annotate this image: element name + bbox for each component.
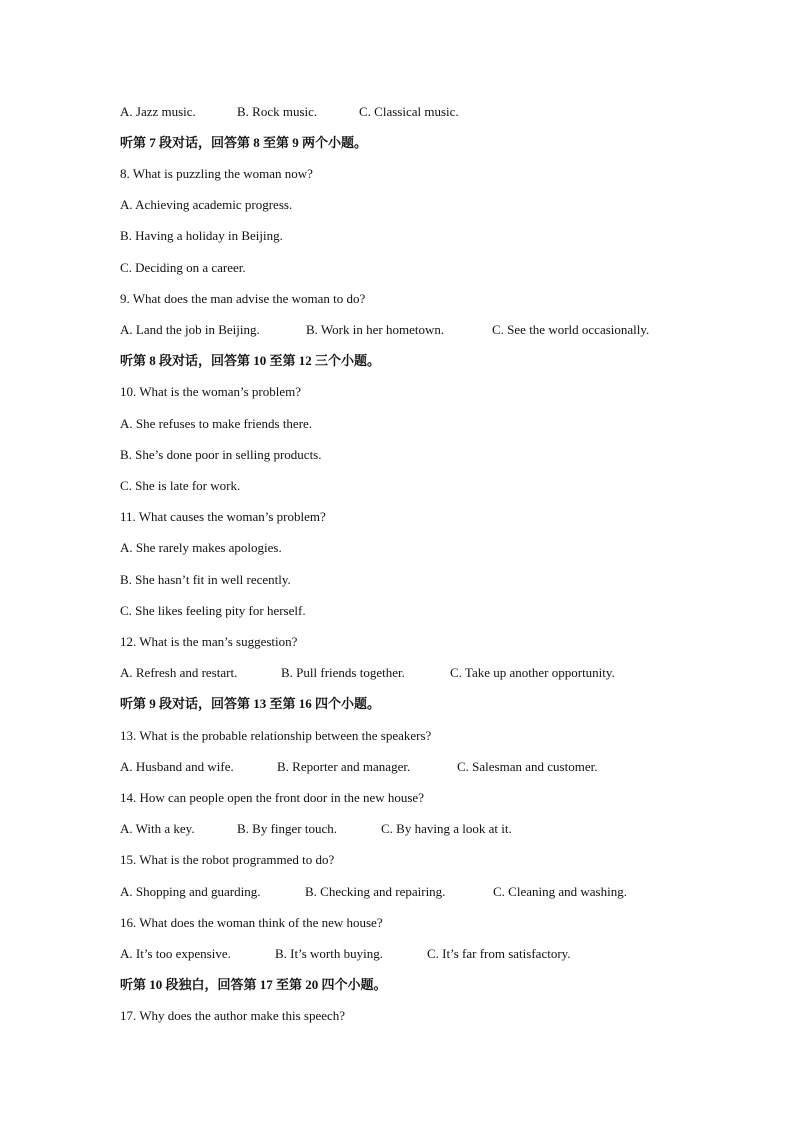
question-text: 14. How can people open the front door in the new house? — [120, 790, 424, 805]
question-text: 15. What is the robot programmed to do? — [120, 852, 335, 867]
option-text: C. She is late for work. — [120, 478, 241, 493]
option-text: C. Deciding on a career. — [120, 260, 246, 275]
option-a: A. Land the job in Beijing. — [120, 322, 260, 337]
question-text: 10. What is the woman’s problem? — [120, 384, 302, 399]
question-text: 12. What is the man’s suggestion? — [120, 634, 298, 649]
options-row — [120, 821, 512, 837]
options-row — [120, 665, 615, 681]
question-text: 13. What is the probable relationship between the speakers? — [120, 728, 432, 743]
option-a: A. Husband and wife. — [120, 759, 234, 774]
option-a: A. Refresh and restart. — [120, 665, 238, 680]
section-heading: 听第 9 段对话，回答第 13 至第 16 四个小题。 — [120, 696, 381, 711]
section-heading: 听第 10 段独白，回答第 17 至第 20 四个小题。 — [120, 977, 387, 992]
options-row — [120, 946, 571, 962]
option-c: C. It’s far from satisfactory. — [427, 946, 571, 961]
option-b: B. Rock music. — [237, 104, 318, 119]
option-a: A. Jazz music. — [120, 104, 196, 119]
options-row — [120, 322, 649, 338]
question-text: 11. What causes the woman’s problem? — [120, 509, 326, 524]
option-c: C. By having a look at it. — [381, 821, 512, 836]
question-text: 16. What does the woman think of the new house? — [120, 915, 383, 930]
option-text: B. Having a holiday in Beijing. — [120, 228, 283, 243]
options-row — [120, 759, 597, 775]
option-a: A. Shopping and guarding. — [120, 884, 261, 899]
option-b: B. By finger touch. — [237, 821, 338, 836]
section-heading: 听第 8 段对话，回答第 10 至第 12 三个小题。 — [120, 353, 381, 368]
option-a: A. With a key. — [120, 821, 195, 836]
option-b: B. Reporter and manager. — [277, 759, 411, 774]
option-text: B. She hasn’t fit in well recently. — [120, 572, 291, 587]
option-c: C. Cleaning and washing. — [493, 884, 627, 899]
options-row — [120, 884, 627, 900]
option-c: C. Salesman and customer. — [457, 759, 598, 774]
option-a: A. It’s too expensive. — [120, 946, 231, 961]
option-text: A. She rarely makes apologies. — [120, 540, 282, 555]
option-c: C. Classical music. — [359, 104, 459, 119]
option-text: B. She’s done poor in selling products. — [120, 447, 322, 462]
option-c: C. See the world occasionally. — [492, 322, 650, 337]
question-text: 17. Why does the author make this speech? — [120, 1008, 346, 1023]
option-b: B. Checking and repairing. — [305, 884, 446, 899]
options-row — [120, 104, 459, 120]
option-b: B. It’s worth buying. — [275, 946, 383, 961]
option-b: B. Work in her hometown. — [306, 322, 445, 337]
option-b: B. Pull friends together. — [281, 665, 405, 680]
option-text: C. She likes feeling pity for herself. — [120, 603, 306, 618]
option-c: C. Take up another opportunity. — [450, 665, 615, 680]
option-text: A. Achieving academic progress. — [120, 197, 293, 212]
question-text: 9. What does the man advise the woman to do? — [120, 291, 366, 306]
section-heading: 听第 7 段对话，回答第 8 至第 9 两个小题。 — [120, 135, 368, 150]
question-text: 8. What is puzzling the woman now? — [120, 166, 313, 181]
option-text: A. She refuses to make friends there. — [120, 416, 313, 431]
